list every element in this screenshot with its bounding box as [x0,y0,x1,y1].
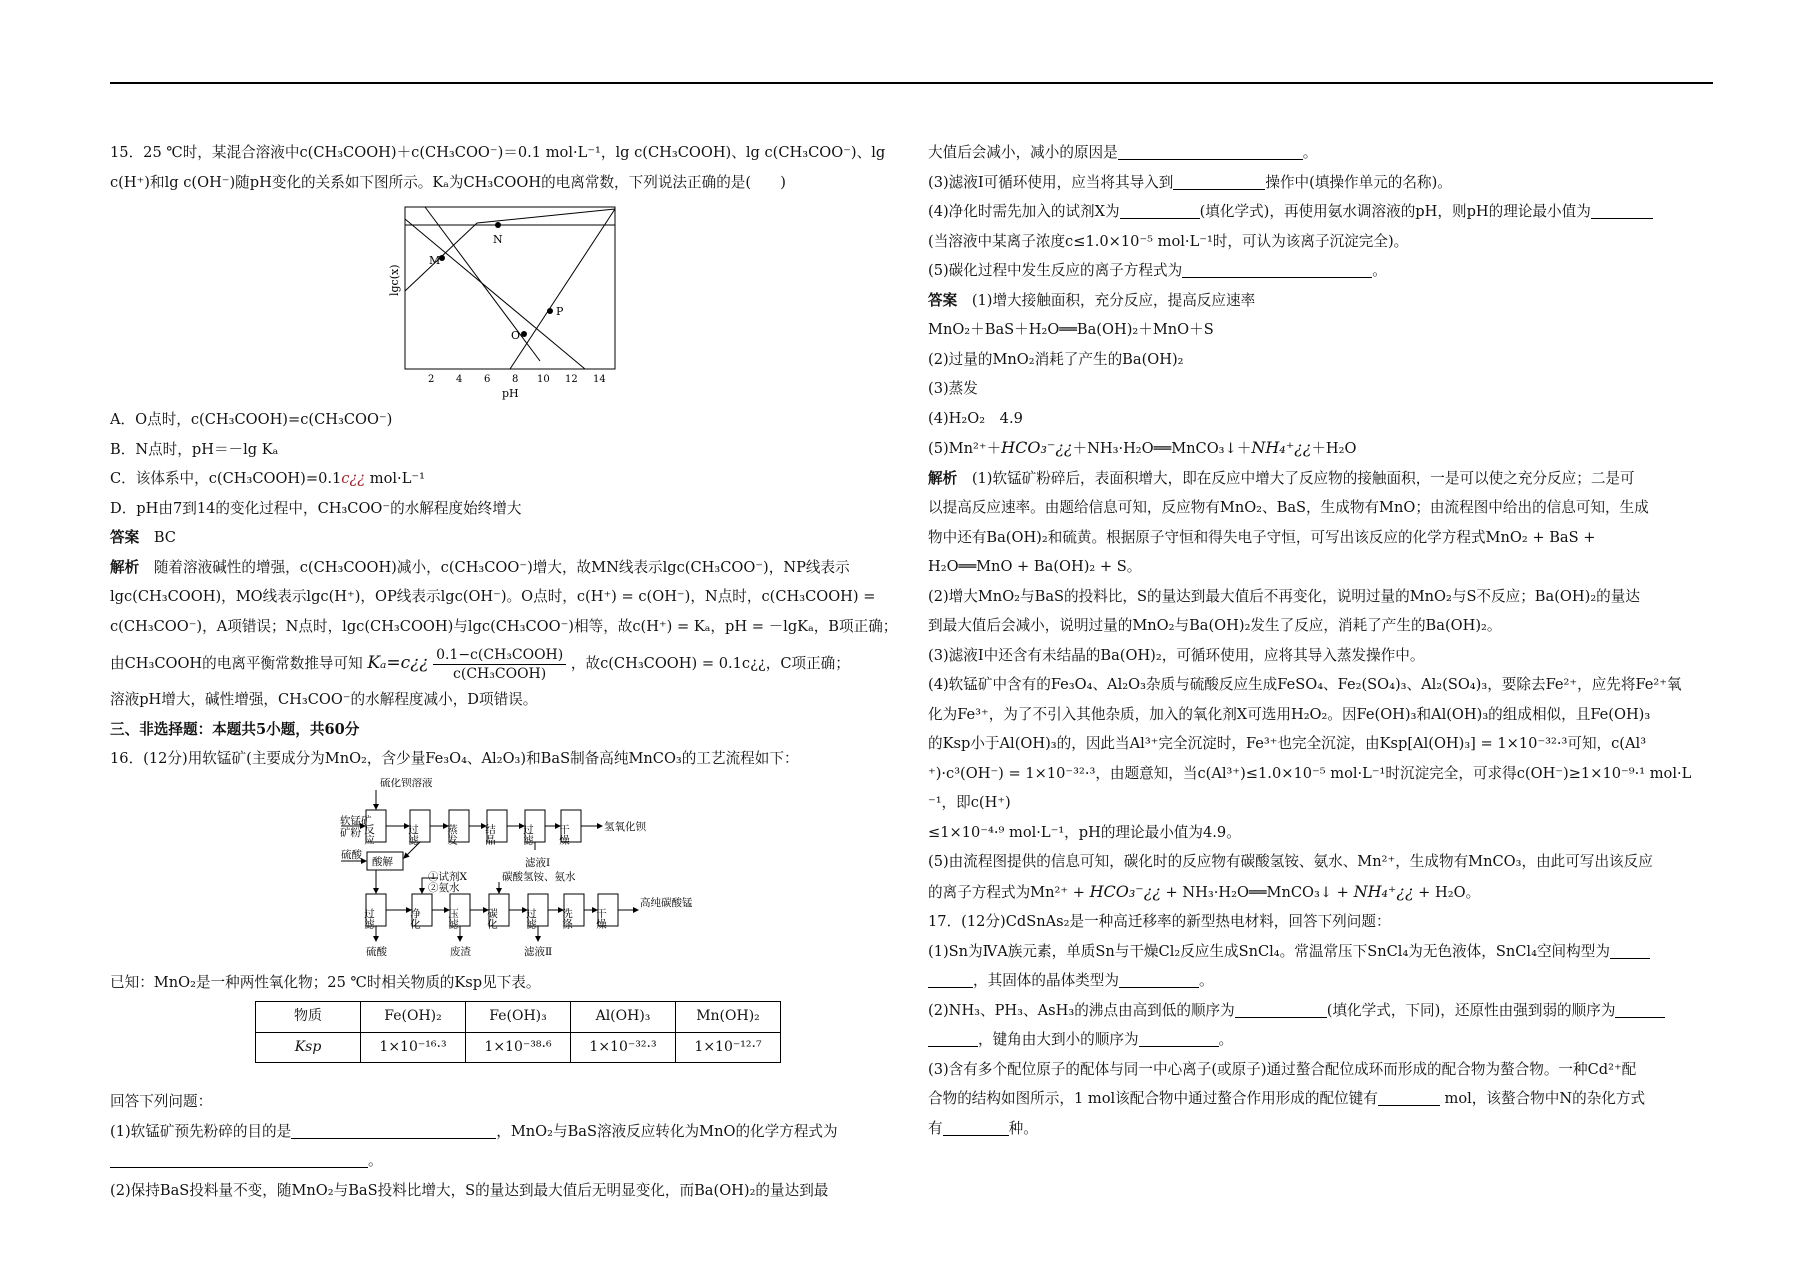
q17-line-4: (2)NH₃、PH₃、AsH₃的沸点由高到低的顺序为 (填化学式，下同)，还原性由强到弱的顺序为 [928,996,1713,1026]
q15-exp-3: c(CH₃COO⁻)，A项错误；N点时，lgc(CH₃COOH)与lgc(CH₃COO⁻)相等，故c(H⁺) = Kₐ，pH = －lgKₐ，B项正确； [110,617,898,635]
tick-6: 6 [484,374,491,385]
q15-exp-1 [110,553,900,583]
answer-value: BC [153,529,176,546]
q16-flowchart [110,778,900,964]
tick-2: 2 [428,374,435,385]
flow-reagent-x: ①试剂X [428,870,467,883]
flow-carb: 碳酸氢铵、氨水 [502,870,576,883]
ksp-table [255,1001,781,1063]
section-3-heading: 三、非选择题：本题共5小题，共60分 [110,720,360,738]
flow-dry2: 干燥 [595,907,607,929]
blank-2[interactable] [110,1152,368,1168]
flow-purify: 净化 [409,907,421,929]
answer-label-16: 答案 [928,291,958,309]
blank-12[interactable] [1615,1002,1665,1018]
flow-filtrate1: 滤液Ⅰ [525,856,551,869]
plot-frame [405,207,615,369]
label-n: N [493,233,503,246]
ksp-val-1: 1×10⁻¹⁶·³ [361,1032,466,1063]
exp-16-9: 化为Fe³⁺，为了不引入其他杂质，加入的氧化剂X可选用H₂O₂。因Fe(OH)₃和Al(OH)₃的组成相似，且Fe(OH)₃ [928,705,1651,723]
blank-5[interactable] [1120,203,1200,219]
header-rule [110,82,1713,84]
flow-bas: 硫化钡溶液 [380,777,433,789]
ksp-head-2: Fe(OH)₃ [466,1002,571,1033]
ksp-value-row [256,1032,781,1063]
ksp-val-3: 1×10⁻³²·³ [571,1032,676,1063]
q15-exp-5: 溶液pH增大，碱性增强，CH₃COO⁻的水解程度减小，D项错误。 [110,691,538,708]
tick-4: 4 [456,374,463,385]
ans-line-5: (4)H₂O₂ 4.9 [928,409,1023,427]
option-c-glyph: c¿¿ [341,470,366,487]
q15-option-c [110,464,900,494]
fraction-numerator: 0.1−c(CH₃COOH) [433,646,566,665]
exp-16-10: 的Ksp小于Al(OH)₃的，因此当Al³⁺完全沉淀时，Fe³⁺也完全沉淀，由Ksp[Al(OH)₃] = 1×10⁻³²·³可知，c(Al³ [928,735,1647,752]
exp-16-13: ≤1×10⁻⁴·⁹ mol·L⁻¹，pH的理论最小值为4.9。 [928,823,1241,841]
tick-10: 10 [537,374,550,385]
q15-option-d: D．pH由7到14的变化过程中，CH₃COO⁻的水解程度始终增大 [110,499,522,517]
exp-16-2: 以提高反应速率。由题给信息可知，反应物有MnO₂、BaS，生成物有MnO；由流程图中给出的信息可知，生成 [928,499,1649,516]
ksp-head-3: Al(OH)₃ [571,1002,676,1033]
ksp-val-2: 1×10⁻³⁸·⁶ [466,1032,571,1063]
x-ticks [428,374,606,385]
q16-ask: 回答下列问题： [110,1093,213,1110]
ksp-head-4: Mn(OH)₂ [676,1002,781,1033]
q15-option-a: A．O点时，c(CH₃COOH)=c(CH₃COO⁻) [110,411,393,428]
flow-carbon: 碳化 [486,907,498,929]
y-axis-label: lgc(x) [388,264,401,296]
blank-4[interactable] [1173,174,1265,190]
flow-ammonia: ②氨水 [428,881,460,894]
flow-react: 反应 [363,823,375,845]
flow-in1b: 矿粉 [340,826,361,839]
exp-16-6: 到最大值后会减小，说明过量的MnO₂与Ba(OH)₂发生了反应，消耗了产生的Ba(OH)₂。 [928,617,1502,634]
left-column [110,138,900,1205]
exp-16-4: H₂O══MnO + Ba(OH)₂ + S。 [928,558,1142,575]
q17-line-1: 17．(12分)CdSnAs₂是一种高迁移率的新型热电材料，回答下列问题： [928,913,1391,930]
part1-a: (1)软锰矿预先粉碎的目的是 [110,1122,292,1140]
flow-press: 压滤 [447,907,459,929]
line-mo [425,207,540,361]
point-p [547,308,553,314]
q17-line-3: ，其固体的晶体类型为 。 [928,966,1713,996]
label-p: P [556,305,564,318]
ans-line-3: (2)过量的MnO₂消耗了产生的Ba(OH)₂ [928,350,1184,368]
blank-15[interactable] [1378,1090,1440,1106]
flow-prod2: 高纯碳酸锰 [640,896,693,909]
flow-filter: 过滤 [407,823,419,845]
ksp-val-4: 1×10⁻¹²·⁷ [676,1032,781,1063]
flow-filter4: 过滤 [525,907,537,929]
q15-line-2: c(H⁺)和lg c(OH⁻)随pH变化的关系如下图所示。Kₐ为CH₃COOH的电离常数，下列说法正确的是( ) [110,173,786,191]
flow-evap: 蒸发 [446,823,458,845]
tick-8: 8 [512,374,519,385]
r-line-1: 大值后会减小，减小的原因是 。 [928,144,1318,161]
q15-exp-4 [110,641,900,685]
ans-line-2: MnO₂＋BaS＋H₂O══Ba(OH)₂＋MnO＋S [928,321,1214,338]
part1-c: 。 [368,1152,383,1169]
ans-line-4: (3)蒸发 [928,380,978,397]
lgc-ph-plot [110,201,900,401]
exp-16-3: 物中还有Ba(OH)₂和硫黄。根据原子守恒和得失电子守恒，可写出该反应的化学方程式MnO₂ + BaS + [928,528,1596,546]
exp-16-14: (5)由流程图提供的信息可知，碳化时的反应物有碳酸氢铵、氨水、Mn²⁺，生成物有MnCO₃，由此可写出该反应 [928,853,1653,870]
q17-line-6: (3)含有多个配位原子的配体与同一中心离子(或原子)通过螯合配位成环而形成的配合物为螯合物。一种Cd²⁺配 [928,1060,1637,1078]
option-c-unit: mol·L⁻¹ [365,470,425,487]
blank-10[interactable] [1119,972,1199,988]
flow-acid: 硫酸 [341,848,362,861]
flow-filtrate2: 滤液Ⅱ [524,945,553,958]
blank-3[interactable] [1118,144,1303,160]
tick-14: 14 [593,374,606,385]
blank-13[interactable] [928,1031,978,1047]
q17-line-5: ，键角由大到小的顺序为 。 [928,1025,1713,1055]
q16-part1-cont [110,1146,900,1176]
q15-exp-2: lgc(CH₃COOH)，MO线表示lgc(H⁺)，OP线表示lgc(OH⁻)。O点时，c(H⁺) = c(OH⁻)，N点时，c(CH₃COOH) = [110,588,876,605]
blank-9[interactable] [928,972,973,988]
flow-cryst: 结晶 [484,823,496,845]
r-line-3: (4)净化时需先加入的试剂X为 (填化学式)，再使用氨水调溶液的pH，则pH的理论最小值为 [928,197,1713,227]
explanation-label-16: 解析 [928,469,958,487]
right-column [928,138,1713,1143]
line-n-right [477,209,615,223]
flow-in1: 软锰矿 [340,814,372,827]
blank-7[interactable] [1182,262,1372,278]
exp-4-pre: 由CH₃COOH的电离平衡常数推导可知 [110,655,363,672]
q17-line-2: (1)Sn为ⅣA族元素，单质Sn与干燥Cl₂反应生成SnCl₄。常温常压下SnCl₄为无色液体，SnCl₄空间构型为 [928,937,1713,967]
q15-option-b: B．N点时，pH＝－lg Kₐ [110,440,279,458]
ka-expression: Kₐ=c¿¿ [367,653,429,673]
process-flow [110,778,900,964]
answer-label: 答案 [110,529,140,546]
flow-out-acid: 硫酸 [366,945,387,958]
exp-4-post: ，故c(CH₃COOH) = 0.1c¿¿，C项正确； [570,655,850,672]
label-o: O [511,329,521,342]
point-n [495,222,501,228]
fraction [433,646,566,683]
flow-wash: 洗涤 [561,907,573,929]
blank-11[interactable] [1235,1002,1327,1018]
blank-14[interactable] [1139,1031,1219,1047]
blank-16[interactable] [943,1120,1009,1136]
exp-16-11: ⁺)·c³(OH⁻) = 1×10⁻³²·³，由题意知，当c(Al³⁺)≤1.0×10⁻⁵ mol·L⁻¹时沉淀完全，可求得c(OH⁻)≥1×10⁻⁹·¹ mol·L [928,764,1692,782]
label-m: M [429,254,441,267]
ksp-header-row [256,1002,781,1033]
q16-intro: 16．(12分)用软锰矿(主要成分为MnO₂，含少量Fe₃O₄、Al₂O₃)和BaS制备高纯MnCO₃的工艺流程如下： [110,750,799,767]
flow-filter2: 过滤 [522,823,534,845]
x-axis-label: pH [502,387,519,400]
exp-16-1: 解析 (1)软锰矿粉碎后，表面积增大，即在反应中增大了反应物的接触面积，一是可以使之充分反应；二是可 [928,469,1635,487]
ksp-head-1: Fe(OH)₂ [361,1002,466,1033]
exp-16-15: 的离子方程式为Mn²⁺ + HCO₃⁻¿¿ + NH₃·H₂O══MnCO₃↓ + NH₄⁺¿¿ + H₂O。 [928,881,1481,901]
blank-1[interactable] [291,1123,496,1139]
flow-prod1: 氢氧化钡 [604,820,646,833]
q16-known: 已知：MnO₂是一种两性氧化物；25 ℃时相关物质的Ksp见下表。 [110,973,541,991]
exp-16-5: (2)增大MnO₂与BaS的投料比，S的量达到最大值后不再变化，说明过量的MnO₂与S不反应；Ba(OH)₂的量达 [928,587,1640,605]
q16-answer: 答案 (1)增大接触面积，充分反应，提高反应速率 [928,291,1256,309]
flow-out-waste: 废渣 [450,945,471,958]
q16-part2: (2)保持BaS投料量不变，随MnO₂与BaS投料比增大，S的量达到最大值后无明显变化，而Ba(OH)₂的量达到最 [110,1181,829,1199]
r-line-2: (3)滤液Ⅰ可循环使用，应当将其导入到 操作中(填操作单元的名称)。 [928,173,1452,191]
r-line-4: (当溶液中某离子浓度c≤1.0×10⁻⁵ mol·L⁻¹时，可认为该离子沉淀完全)。 [928,232,1409,250]
q15-graph [110,201,900,401]
flow-filter3: 过滤 [363,907,375,929]
spacer [110,1073,900,1087]
blank-8[interactable] [1610,943,1650,959]
exp-text-1: 随着溶液碱性的增强，c(CH₃COOH)减小，c(CH₃COO⁻)增大，故MN线表示lgc(CH₃COO⁻)，NP线表示 [153,558,850,576]
fraction-denominator: c(CH₃COOH) [453,665,547,682]
exp-16-7: (3)滤液Ⅰ中还含有未结晶的Ba(OH)₂，可循环使用，应将其导入蒸发操作中。 [928,646,1425,664]
exp-16-8: (4)软锰矿中含有的Fe₃O₄、Al₂O₃杂质与硫酸反应生成FeSO₄、Fe₂(SO₄)₃、Al₂(SO₄)₃，要除去Fe²⁺，应先将Fe²⁺氧 [928,676,1682,693]
part1-b: ，MnO₂与BaS溶液反应转化为MnO的化学方程式为 [496,1122,838,1140]
exp-16-12: ⁻¹，即c(H⁺) [928,794,1011,811]
ksp-val-0: Ksp [256,1032,361,1063]
q15-answer [110,523,900,553]
line-op [510,209,615,369]
q17-line-8: 有 种。 [928,1119,1038,1137]
flow-dissolve: 酸解 [372,855,393,868]
q16-part1 [110,1117,900,1147]
explanation-label: 解析 [110,558,140,576]
ans-line-6: (5)Mn²⁺＋HCO₃⁻¿¿＋NH₃·H₂O══MnCO₃↓＋NH₄⁺¿¿＋H₂O [928,438,1357,457]
r-line-5: (5)碳化过程中发生反应的离子方程式为 。 [928,262,1387,279]
option-c-text: C．该体系中，c(CH₃COOH)=0.1 [110,470,342,487]
blank-6[interactable] [1591,203,1653,219]
point-o [521,331,527,337]
q15-line-1: 15．25 ℃时，某混合溶液中c(CH₃COOH)＋c(CH₃COO⁻)＝0.1 mol·L⁻¹，lg c(CH₃COOH)、lg c(CH₃COO⁻)、lg [110,144,886,161]
tick-12: 12 [565,374,578,385]
q17-line-7: 合物的结构如图所示，1 mol该配合物中通过螯合作用形成的配位键有 mol，该螯合物中N的杂化方式 [928,1090,1646,1107]
ksp-head-0: 物质 [256,1002,361,1033]
flow-dry: 干燥 [558,823,570,845]
